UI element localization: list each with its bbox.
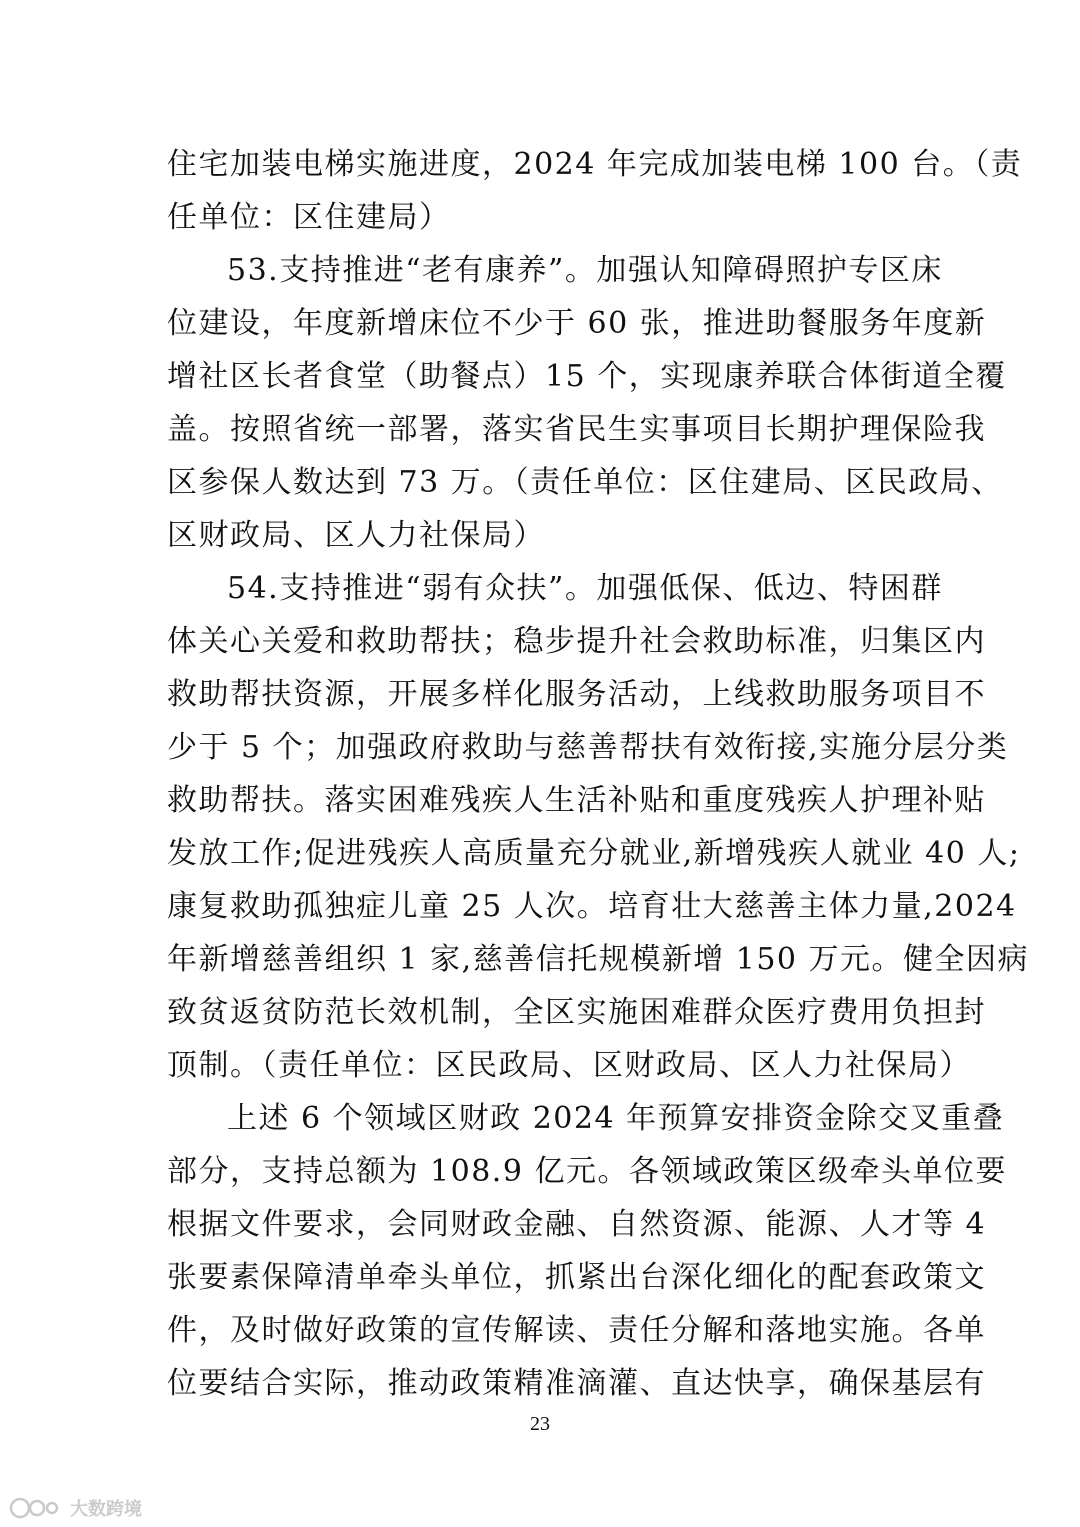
text-line: 位建设，年度新增床位不少于 60 张，推进助餐服务年度新 xyxy=(167,306,987,341)
text-line: 住宅加装电梯实施进度，2024 年完成加装电梯 100 台。（责 xyxy=(167,147,1023,182)
text-line: 位要结合实际，推动政策精准滴灌、直达快享，确保基层有 xyxy=(167,1366,986,1401)
watermark xyxy=(8,1493,142,1523)
text-line: 康复救助孤独症儿童 25 人次。培育壮大慈善主体力量,2024 xyxy=(167,889,1017,924)
text-line: 盖。按照省统一部署，落实省民生实事项目长期护理保险我 xyxy=(167,412,986,447)
text-line: 根据文件要求，会同财政金融、自然资源、能源、人才等 4 xyxy=(167,1207,987,1242)
text-line: 部分，支持总额为 108.9 亿元。各领域政策区级牵头单位要 xyxy=(167,1154,1007,1189)
text-line: 救助帮扶资源，开展多样化服务活动，上线救助服务项目不 xyxy=(167,677,986,712)
text-line: 区参保人数达到 73 万。（责任单位：区住建局、区民政局、 xyxy=(167,465,1003,500)
watermark-logo-icon xyxy=(8,1496,64,1520)
document-body xyxy=(167,138,1030,1410)
text-line: 区财政局、区人力社保局） xyxy=(167,518,545,553)
text-line: 体关心关爱和救助帮扶；稳步提升社会救助标准，归集区内 xyxy=(167,624,986,659)
item-54-heading-line: 54.支持推进“弱有众扶”。加强低保、低边、特困群 xyxy=(227,571,943,606)
text-line: 件，及时做好政策的宣传解读、责任分解和落地实施。各单 xyxy=(167,1313,986,1348)
text-line: 致贫返贫防范长效机制，全区实施困难群众医疗费用负担封 xyxy=(167,995,986,1030)
text-line: 任单位：区住建局） xyxy=(167,200,451,235)
summary-paragraph-first-line: 上述 6 个领域区财政 2024 年预算安排资金除交叉重叠 xyxy=(227,1101,1005,1136)
watermark-text: 大数跨境 xyxy=(70,1499,142,1520)
text-line: 增社区长者食堂（助餐点）15 个，实现康养联合体街道全覆 xyxy=(167,359,1007,394)
text-line: 救助帮扶。落实困难残疾人生活补贴和重度残疾人护理补贴 xyxy=(167,783,986,818)
text-line: 顶制。（责任单位：区民政局、区财政局、区人力社保局） xyxy=(167,1048,971,1083)
text-line: 年新增慈善组织 1 家,慈善信托规模新增 150 万元。健全因病 xyxy=(167,942,1030,977)
text-line: 张要素保障清单牵头单位，抓紧出台深化细化的配套政策文 xyxy=(167,1260,986,1295)
text-line: 少于 5 个；加强政府救助与慈善帮扶有效衔接,实施分层分类 xyxy=(167,730,1009,765)
item-53-heading-line: 53.支持推进“老有康养”。加强认知障碍照护专区床 xyxy=(227,253,943,288)
text-line: 发放工作;促进残疾人高质量充分就业,新增残疾人就业 40 人; xyxy=(167,836,1021,871)
page-number: 23 xyxy=(530,1413,550,1435)
